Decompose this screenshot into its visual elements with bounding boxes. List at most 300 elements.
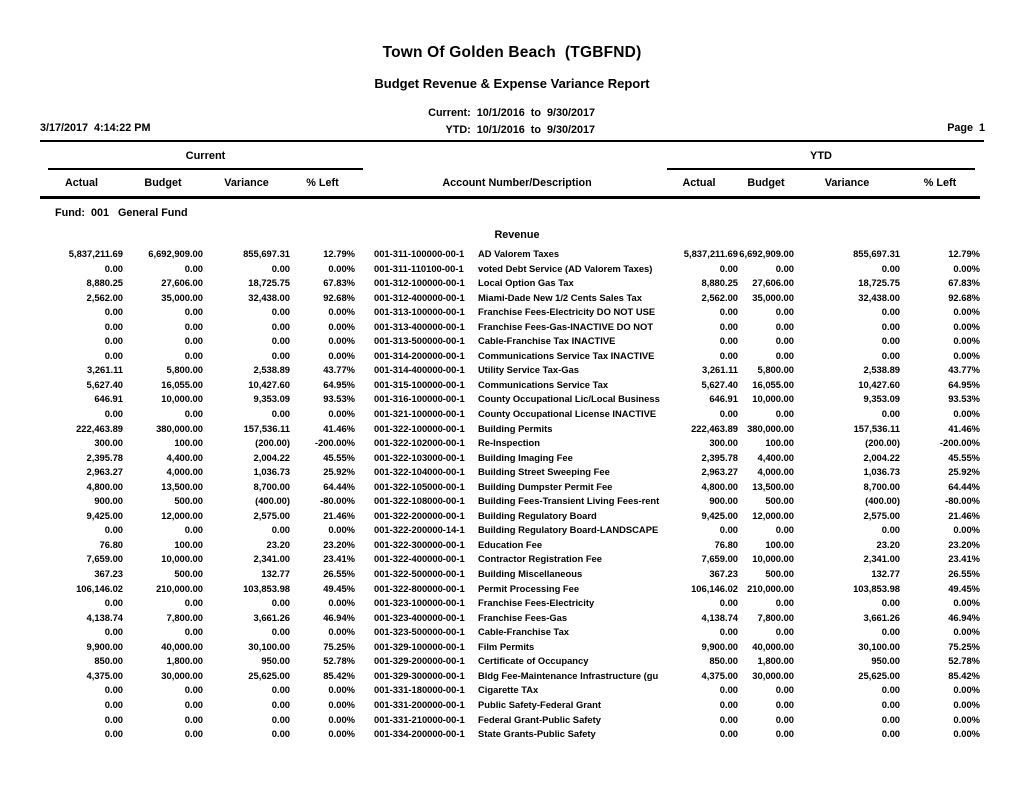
gap-cell (355, 247, 374, 262)
current-variance-cell: 0.00 (271, 349, 290, 361)
account-number-cell: 001-323-100000-00-1 (374, 597, 465, 609)
account-number-cell: 001-322-300000-00-1 (374, 538, 465, 550)
table-row (40, 378, 980, 393)
ytd-actual-cell: 0.00 (719, 728, 738, 740)
ytd-pct-left-cell: 0.00% (953, 408, 980, 420)
current-variance-cell: 132.77 (261, 568, 290, 580)
current-variance-cell: 2,538.89 (253, 364, 290, 376)
account-number-cell: 001-311-100000-00-1 (374, 248, 465, 259)
ytd-variance-cell: 0.00 (881, 320, 900, 332)
ytd-pct-left-cell: 0.00% (953, 684, 980, 696)
current-pct-left-cell: 26.55% (323, 568, 355, 580)
account-description-cell: Building Street Sweeping Fee (478, 466, 610, 478)
current-budget-cell: 0.00 (184, 306, 203, 318)
current-variance-cell: 9,353.09 (253, 393, 290, 405)
ytd-budget-cell: 4,400.00 (757, 451, 794, 463)
current-actual-cell: 0.00 (104, 262, 123, 274)
current-pct-left-cell: 75.25% (323, 640, 355, 652)
current-budget-cell: 13,500.00 (161, 480, 203, 492)
current-variance-cell: (200.00) (255, 437, 290, 449)
account-description-cell: Building Dumpster Permit Fee (478, 480, 613, 492)
ytd-budget-cell: 0.00 (775, 713, 794, 725)
ytd-variance-cell: 0.00 (881, 626, 900, 638)
current-actual-cell: 2,963.27 (86, 466, 123, 478)
ytd-budget-cell: 0.00 (775, 408, 794, 420)
current-variance-cell: 2,004.22 (253, 451, 290, 463)
ytd-budget-cell: 5,800.00 (757, 364, 794, 376)
ytd-variance-cell: 3,661.26 (863, 611, 900, 623)
ytd-pct-left-cell: 0.00% (953, 597, 980, 609)
ytd-actual-cell: 0.00 (719, 684, 738, 696)
ytd-variance-cell: 8,700.00 (863, 480, 900, 492)
ytd-budget-cell: 210,000.00 (747, 582, 794, 594)
col-current-variance: Variance (224, 177, 269, 189)
gap-cell (355, 262, 374, 277)
current-actual-cell: 900.00 (94, 495, 123, 507)
ytd-pct-left-cell: 49.45% (948, 582, 980, 594)
ytd-actual-cell: 4,800.00 (701, 480, 738, 492)
ytd-actual-cell: 222,463.89 (691, 422, 738, 434)
account-number-cell: 001-313-100000-00-1 (374, 306, 465, 318)
current-budget-cell: 16,055.00 (161, 378, 203, 390)
table-row (40, 465, 980, 480)
current-pct-left-cell: 0.00% (328, 728, 355, 740)
account-number-cell: 001-323-500000-00-1 (374, 626, 465, 638)
current-actual-cell: 0.00 (104, 306, 123, 318)
account-number-cell: 001-331-210000-00-1 (374, 713, 465, 725)
account-description-cell: Building Regulatory Board (478, 509, 597, 521)
ytd-pct-left-cell: 64.44% (948, 480, 980, 492)
table-row (40, 349, 980, 364)
table-row (40, 713, 980, 728)
account-description-cell: Cigarette TAx (478, 684, 539, 696)
gap-cell (355, 654, 374, 669)
section-header-revenue: Revenue (494, 229, 540, 241)
current-actual-cell: 0.00 (104, 728, 123, 740)
ytd-variance-cell: 2,004.22 (863, 451, 900, 463)
current-pct-left-cell: 21.46% (323, 509, 355, 521)
current-pct-left-cell: 52.78% (323, 655, 355, 667)
ytd-actual-cell: 367.23 (709, 568, 738, 580)
ytd-budget-cell: 16,055.00 (752, 378, 794, 390)
account-description-cell: voted Debt Service (AD Valorem Taxes) (478, 262, 653, 274)
ytd-pct-left-cell: 23.20% (948, 538, 980, 550)
current-budget-cell: 0.00 (184, 728, 203, 740)
ytd-budget-cell: 0.00 (775, 597, 794, 609)
ytd-actual-cell: 3,261.11 (702, 364, 738, 376)
ytd-actual-cell: 300.00 (709, 437, 738, 449)
ytd-budget-cell: 10,000.00 (752, 553, 794, 565)
account-number-cell: 001-316-100000-00-1 (374, 393, 465, 405)
account-number-cell: 001-331-200000-00-1 (374, 698, 465, 710)
account-description-cell: Building Miscellaneous (478, 568, 583, 580)
gap-cell (355, 625, 374, 640)
account-number-cell: 001-312-100000-00-1 (374, 277, 465, 289)
current-budget-cell: 0.00 (184, 408, 203, 420)
current-variance-cell: 25,625.00 (248, 669, 290, 681)
current-pct-left-cell: 0.00% (328, 597, 355, 609)
ytd-budget-cell: 500.00 (765, 495, 794, 507)
current-variance-cell: 2,575.00 (253, 509, 290, 521)
account-description-cell: Cable-Franchise Tax INACTIVE (478, 335, 616, 347)
ytd-pct-left-cell: 41.46% (948, 422, 980, 434)
table-row (40, 320, 980, 335)
current-variance-cell: 3,661.26 (253, 611, 290, 623)
current-budget-cell: 1,800.00 (166, 655, 203, 667)
fund-name: General Fund (118, 207, 188, 219)
account-number-cell: 001-314-200000-00-1 (374, 349, 465, 361)
account-number-cell: 001-314-400000-00-1 (374, 364, 465, 376)
current-actual-cell: 5,837,211.69 (68, 248, 123, 259)
ytd-variance-cell: 25,625.00 (858, 669, 900, 681)
account-number-cell: 001-322-200000-00-1 (374, 509, 465, 521)
current-variance-cell: 0.00 (271, 626, 290, 638)
table-row (40, 262, 980, 277)
ytd-actual-cell: 0.00 (719, 408, 738, 420)
ytd-variance-cell: 0.00 (881, 408, 900, 420)
table-row (40, 582, 980, 597)
ytd-budget-cell: 13,500.00 (752, 480, 794, 492)
col-gap (355, 177, 374, 190)
table-row (40, 494, 980, 509)
current-pct-left-cell: 45.55% (323, 451, 355, 463)
ytd-budget-cell: 100.00 (765, 538, 794, 550)
ytd-budget-cell: 35,000.00 (752, 291, 794, 303)
current-variance-cell: (400.00) (255, 495, 290, 507)
ytd-actual-cell: 0.00 (719, 306, 738, 318)
gap-cell (355, 407, 374, 422)
current-pct-left-cell: 43.77% (323, 364, 355, 376)
table-row (40, 392, 980, 407)
table-row (40, 552, 980, 567)
table-row (40, 654, 980, 669)
ytd-variance-cell: 18,725.75 (858, 277, 900, 289)
ytd-pct-left-cell: 46.94% (948, 611, 980, 623)
current-budget-cell: 12,000.00 (161, 509, 203, 521)
ytd-budget-cell: 30,000.00 (752, 669, 794, 681)
current-budget-cell: 0.00 (184, 684, 203, 696)
ytd-actual-cell: 2,562.00 (701, 291, 738, 303)
account-description-cell: Utility Service Tax-Gas (478, 364, 579, 376)
gap-cell (355, 611, 374, 626)
ytd-variance-cell: 0.00 (881, 728, 900, 740)
current-actual-cell: 850.00 (94, 655, 123, 667)
current-actual-cell: 367.23 (94, 568, 123, 580)
current-pct-left-cell: 25.92% (323, 466, 355, 478)
gap-cell (355, 305, 374, 320)
ytd-pct-left-cell: 0.00% (953, 349, 980, 361)
ytd-variance-cell: 0.00 (881, 306, 900, 318)
current-pct-left-cell: -80.00% (320, 495, 355, 507)
current-budget-cell: 7,800.00 (166, 611, 203, 623)
current-budget-cell: 10,000.00 (161, 393, 203, 405)
table-row (40, 480, 980, 495)
gap-cell (355, 363, 374, 378)
gap-cell (355, 378, 374, 393)
ytd-actual-cell: 4,138.74 (701, 611, 738, 623)
ytd-actual-cell: 0.00 (719, 320, 738, 332)
ytd-variance-cell: 0.00 (881, 597, 900, 609)
ytd-actual-cell: 850.00 (709, 655, 738, 667)
ytd-variance-cell: 157,536.11 (853, 422, 900, 434)
gap-cell (355, 509, 374, 524)
current-actual-cell: 0.00 (104, 698, 123, 710)
account-description-cell: Communications Service Tax (478, 378, 609, 390)
current-actual-cell: 0.00 (104, 524, 123, 536)
account-description-cell: Building Fees-Transient Living Fees-rent (478, 495, 660, 507)
current-budget-cell: 6,692,909.00 (148, 248, 203, 259)
generated-timestamp: 3/17/2017 4:14:22 PM (40, 122, 151, 134)
col-ytd-pct-left: % Left (923, 177, 957, 189)
gap-cell (355, 582, 374, 597)
ytd-variance-cell: 0.00 (881, 262, 900, 274)
current-actual-cell: 0.00 (104, 349, 123, 361)
ytd-pct-left-cell: 0.00% (953, 320, 980, 332)
ytd-variance-cell: 132.77 (871, 568, 900, 580)
current-pct-left-cell: 0.00% (328, 698, 355, 710)
current-budget-cell: 0.00 (184, 597, 203, 609)
report-subtitle: Budget Revenue & Expense Variance Report (374, 76, 650, 91)
ytd-actual-cell: 900.00 (709, 495, 738, 507)
current-variance-cell: 0.00 (271, 713, 290, 725)
ytd-actual-cell: 0.00 (719, 262, 738, 274)
current-pct-left-cell: 0.00% (328, 713, 355, 725)
ytd-pct-left-cell: 25.92% (948, 466, 980, 478)
current-actual-cell: 4,375.00 (86, 669, 123, 681)
column-headers (40, 177, 980, 199)
account-number-cell: 001-322-104000-00-1 (374, 466, 465, 478)
ytd-budget-cell: 4,000.00 (757, 466, 794, 478)
current-budget-cell: 210,000.00 (156, 582, 203, 594)
current-pct-left-cell: 0.00% (328, 524, 355, 536)
current-pct-left-cell: -200.00% (314, 437, 355, 449)
current-actual-cell: 0.00 (104, 408, 123, 420)
gap-cell (355, 349, 374, 364)
account-description-cell: County Occupational License INACTIVE (478, 408, 657, 420)
ytd-pct-left-cell: 64.95% (948, 378, 980, 390)
gap-cell (355, 596, 374, 611)
account-number-cell: 001-329-100000-00-1 (374, 640, 465, 652)
current-actual-cell: 9,425.00 (86, 509, 123, 521)
ytd-variance-cell: 0.00 (881, 349, 900, 361)
account-description-cell: Building Permits (478, 422, 553, 434)
account-number-cell: 001-313-400000-00-1 (374, 320, 465, 332)
current-pct-left-cell: 46.94% (323, 611, 355, 623)
ytd-actual-cell: 0.00 (719, 713, 738, 725)
gap-cell (355, 334, 374, 349)
report-title: Town Of Golden Beach (TGBFND) (382, 44, 642, 61)
ytd-pct-left-cell: 92.68% (948, 291, 980, 303)
ytd-actual-cell: 106,146.02 (691, 582, 738, 594)
gap-cell (355, 567, 374, 582)
gap-cell (355, 640, 374, 655)
current-pct-left-cell: 0.00% (328, 408, 355, 420)
current-budget-cell: 100.00 (174, 437, 203, 449)
ytd-pct-left-cell: 12.79% (948, 248, 980, 259)
account-number-cell: 001-312-400000-00-1 (374, 291, 465, 303)
current-actual-cell: 646.91 (94, 393, 123, 405)
gap-cell (355, 552, 374, 567)
current-pct-left-cell: 85.42% (323, 669, 355, 681)
col-current-actual: Actual (65, 177, 98, 189)
current-budget-cell: 500.00 (174, 495, 203, 507)
current-variance-cell: 0.00 (271, 306, 290, 318)
table-row (40, 523, 980, 538)
col-current-pct-left: % Left (306, 177, 339, 189)
account-number-cell: 001-329-200000-00-1 (374, 655, 465, 667)
current-pct-left-cell: 41.46% (323, 422, 355, 434)
ytd-budget-cell: 1,800.00 (757, 655, 794, 667)
current-pct-left-cell: 64.44% (323, 480, 355, 492)
ytd-pct-left-cell: 0.00% (953, 262, 980, 274)
table-row (40, 683, 980, 698)
ytd-actual-cell: 8,880.25 (701, 277, 738, 289)
current-actual-cell: 0.00 (104, 684, 123, 696)
current-actual-cell: 0.00 (104, 597, 123, 609)
gap-cell (355, 683, 374, 698)
gap-cell (355, 523, 374, 538)
ytd-pct-left-cell: -200.00% (939, 437, 980, 449)
current-pct-left-cell: 67.83% (323, 277, 355, 289)
current-variance-cell: 103,853.98 (243, 582, 290, 594)
current-actual-cell: 8,880.25 (86, 277, 123, 289)
account-number-cell: 001-322-200000-14-1 (374, 524, 465, 536)
current-variance-cell: 0.00 (271, 408, 290, 420)
ytd-variance-cell: 9,353.09 (863, 393, 900, 405)
account-description-cell: Franchise Fees-Electricity DO NOT USE (478, 306, 656, 318)
current-budget-cell: 0.00 (184, 524, 203, 536)
ytd-variance-cell: 1,036.73 (863, 466, 900, 478)
account-number-cell: 001-321-100000-00-1 (374, 408, 465, 420)
account-description-cell: Contractor Registration Fee (478, 553, 602, 565)
current-budget-cell: 0.00 (184, 262, 203, 274)
table-row (40, 451, 980, 466)
ytd-budget-cell: 0.00 (775, 728, 794, 740)
current-actual-cell: 5,627.40 (86, 378, 123, 390)
current-pct-left-cell: 0.00% (328, 320, 355, 332)
current-pct-left-cell: 0.00% (328, 684, 355, 696)
report-periods (428, 105, 595, 138)
current-actual-cell: 300.00 (94, 437, 123, 449)
ytd-budget-cell: 10,000.00 (752, 393, 794, 405)
ytd-budget-cell: 6,692,909.00 (739, 248, 794, 259)
current-budget-cell: 0.00 (184, 698, 203, 710)
ytd-actual-cell: 2,963.27 (701, 466, 738, 478)
account-description-cell: Education Fee (478, 538, 543, 550)
ytd-pct-left-cell: 0.00% (953, 306, 980, 318)
account-description-cell: Franchise Fees-Electricity (478, 597, 595, 609)
account-number-cell: 001-334-200000-00-1 (374, 728, 465, 740)
gap-cell (355, 276, 374, 291)
ytd-pct-left-cell: 85.42% (948, 669, 980, 681)
table-row (40, 363, 980, 378)
account-description-cell: Franchise Fees-Gas-INACTIVE DO NOT (478, 320, 654, 332)
current-variance-cell: 0.00 (271, 684, 290, 696)
table-row (40, 538, 980, 553)
current-actual-cell: 4,800.00 (86, 480, 123, 492)
table-row (40, 247, 980, 262)
current-variance-cell: 8,700.00 (253, 480, 290, 492)
ytd-pct-left-cell: 26.55% (948, 568, 980, 580)
fund-label: Fund: 001 (55, 207, 109, 219)
current-actual-cell: 0.00 (104, 626, 123, 638)
current-budget-cell: 4,400.00 (166, 451, 203, 463)
table-row (40, 669, 980, 684)
account-number-cell: 001-329-300000-00-1 (374, 669, 465, 681)
table-row (40, 509, 980, 524)
current-budget-cell: 0.00 (184, 320, 203, 332)
gap-cell (355, 422, 374, 437)
ytd-actual-cell: 76.80 (714, 538, 738, 550)
current-variance-cell: 0.00 (271, 320, 290, 332)
current-budget-cell: 30,000.00 (161, 669, 203, 681)
ytd-pct-left-cell: 93.53% (948, 393, 980, 405)
current-budget-cell: 500.00 (174, 568, 203, 580)
account-description-cell: Cable-Franchise Tax (478, 626, 570, 638)
current-actual-cell: 0.00 (104, 713, 123, 725)
header-rule (40, 140, 984, 142)
col-ytd-budget: Budget (747, 177, 785, 189)
current-actual-cell: 222,463.89 (76, 422, 123, 434)
col-account-description: Account Number/Description (442, 177, 592, 189)
current-budget-cell: 4,000.00 (166, 466, 203, 478)
account-description-cell: County Occupational Lic/Local Business (478, 393, 660, 405)
account-description-cell: Bldg Fee-Maintenance Infrastructure (gu (478, 669, 659, 681)
ytd-budget-cell: 12,000.00 (752, 509, 794, 521)
current-pct-left-cell: 0.00% (328, 349, 355, 361)
ytd-pct-left-cell: 0.00% (953, 698, 980, 710)
current-budget-cell: 0.00 (184, 626, 203, 638)
account-number-cell: 001-322-105000-00-1 (374, 480, 465, 492)
account-number-cell: 001-322-102000-00-1 (374, 437, 465, 449)
gap-cell (355, 480, 374, 495)
ytd-pct-left-cell: 0.00% (953, 524, 980, 536)
current-budget-cell: 40,000.00 (161, 640, 203, 652)
ytd-pct-left-cell: 43.77% (948, 364, 980, 376)
ytd-variance-cell: 0.00 (881, 713, 900, 725)
ytd-actual-cell: 0.00 (719, 626, 738, 638)
current-pct-left-cell: 23.41% (323, 553, 355, 565)
gap-cell (355, 698, 374, 713)
ytd-variance-cell: 0.00 (881, 698, 900, 710)
account-description-cell: Building Regulatory Board-LANDSCAPE (478, 524, 659, 536)
ytd-budget-cell: 40,000.00 (752, 640, 794, 652)
ytd-budget-cell: 27,606.00 (752, 277, 794, 289)
ytd-variance-cell: (400.00) (865, 495, 900, 507)
ytd-variance-cell: 2,538.89 (863, 364, 900, 376)
current-variance-cell: 0.00 (271, 524, 290, 536)
current-pct-left-cell: 23.20% (323, 538, 355, 550)
col-ytd-actual: Actual (682, 177, 716, 189)
report-rows (40, 247, 980, 742)
current-pct-left-cell: 49.45% (323, 582, 355, 594)
ytd-pct-left-cell: 21.46% (948, 509, 980, 521)
gap-cell (355, 465, 374, 480)
ytd-variance-cell: 32,438.00 (858, 291, 900, 303)
current-pct-left-cell: 0.00% (328, 626, 355, 638)
current-actual-cell: 4,138.74 (86, 611, 123, 623)
ytd-pct-left-cell: 0.00% (953, 728, 980, 740)
current-pct-left-cell: 93.53% (323, 393, 355, 405)
account-number-cell: 001-323-400000-00-1 (374, 611, 465, 623)
account-number-cell: 001-331-180000-00-1 (374, 684, 465, 696)
ytd-variance-cell: 10,427.60 (858, 378, 900, 390)
ytd-variance-cell: 2,575.00 (863, 509, 900, 521)
account-description-cell: Public Safety-Federal Grant (478, 698, 601, 710)
current-actual-cell: 2,562.00 (86, 291, 123, 303)
current-actual-cell: 7,659.00 (86, 553, 123, 565)
col-current-budget: Budget (144, 177, 182, 189)
